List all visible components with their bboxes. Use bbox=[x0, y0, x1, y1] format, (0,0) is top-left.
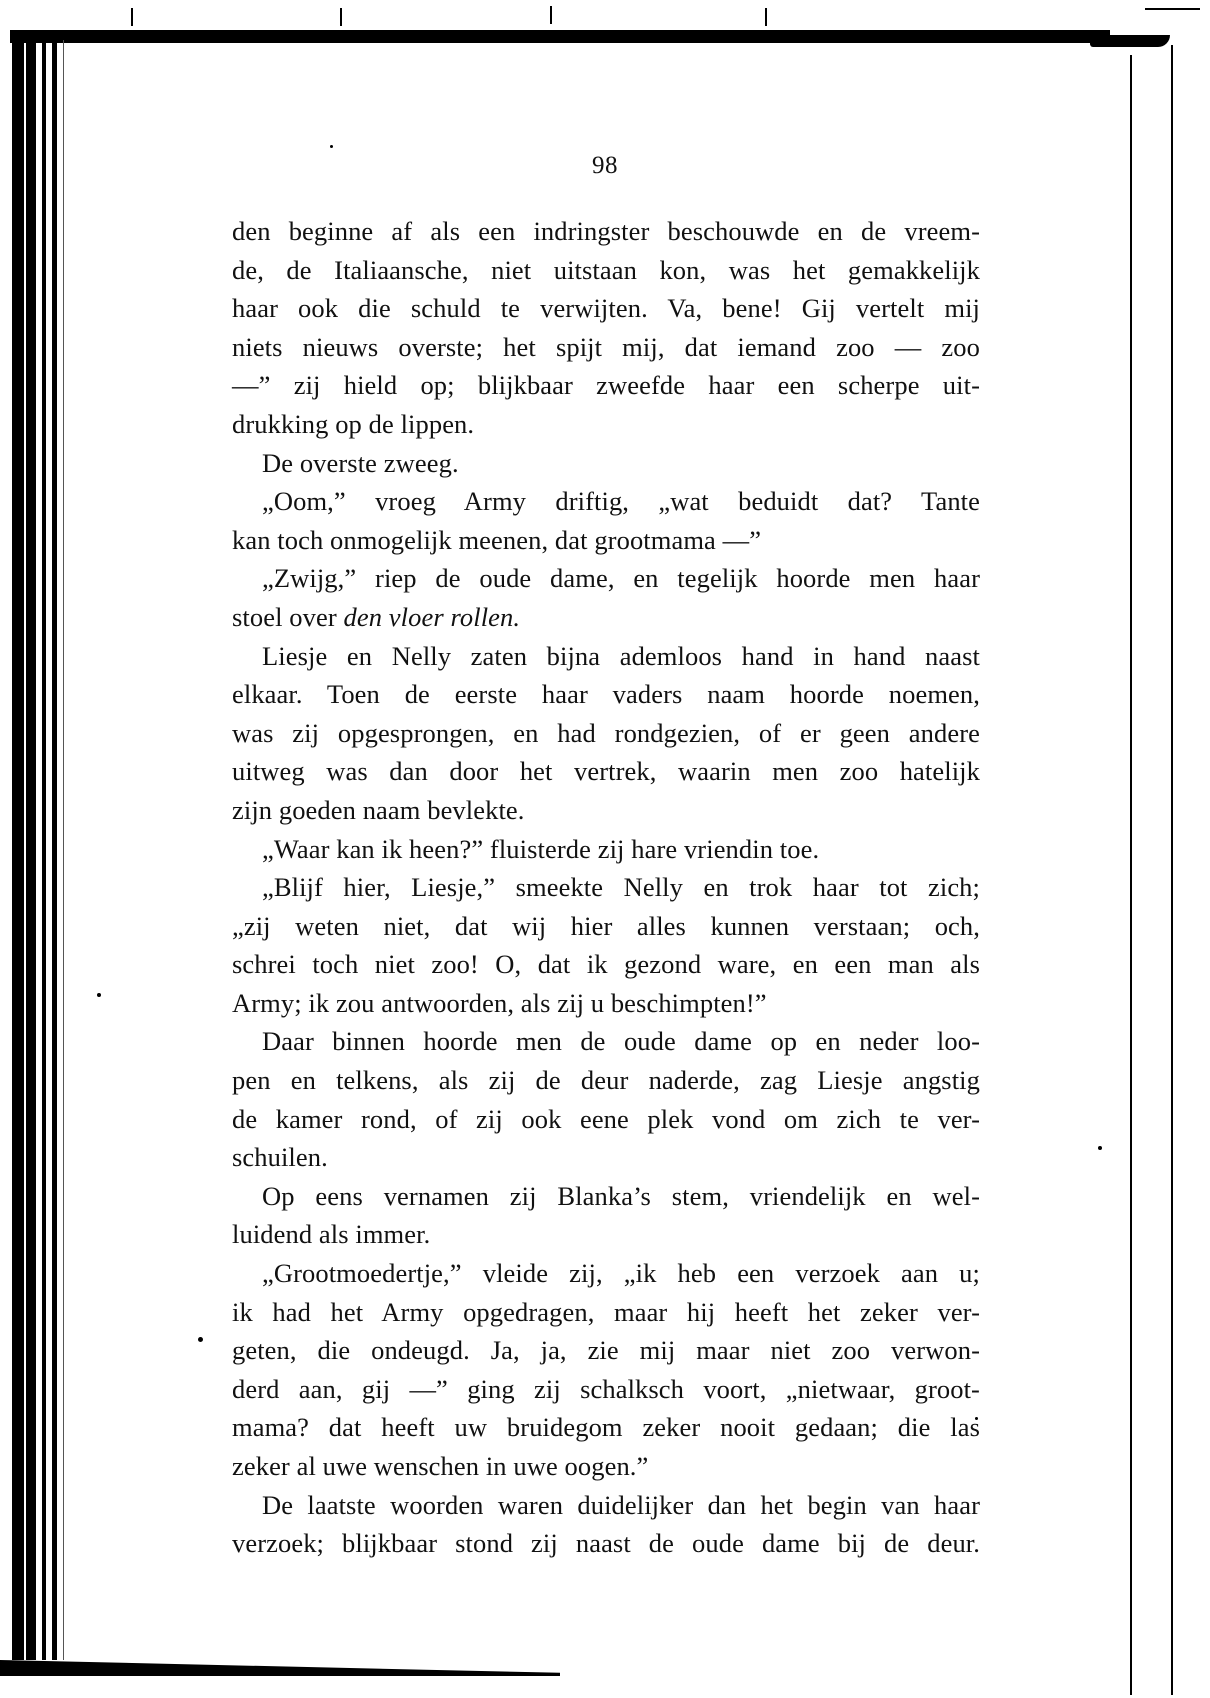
italic-text-span: den vloer rollen. bbox=[343, 601, 521, 632]
text-line: elkaar. Toen de eerste haar vaders naam hoorde noemen, bbox=[232, 679, 980, 710]
scan-speck bbox=[330, 145, 333, 148]
body-text bbox=[232, 212, 980, 1563]
text-line: „Blijf hier, Liesje,” smeekte Nelly en trok haar tot zich; bbox=[262, 872, 980, 903]
text-line: niets nieuws overste; het spijt mij, dat iemand zoo — zoo bbox=[232, 331, 980, 362]
text-line: „Oom,” vroeg Army driftig, „wat beduidt dat? Tante bbox=[262, 486, 980, 517]
left-page-edge-line bbox=[63, 40, 64, 1660]
right-page-edge-line bbox=[1130, 55, 1132, 1695]
text-line: mama? dat heeft uw bruidegom zeker nooit gedaan; die las bbox=[232, 1412, 980, 1443]
text-line: was zij opgesprongen, en had rondgezien, of er geen andere bbox=[232, 717, 980, 748]
text-line: derd aan, gij —” ging zij schalksch voort, „nietwaar, groot- bbox=[232, 1373, 980, 1404]
text-line: schuilen. bbox=[232, 1142, 328, 1173]
text-span: stoel over bbox=[232, 601, 344, 632]
top-scan-tick bbox=[550, 6, 552, 24]
left-binding-edge bbox=[52, 40, 57, 1660]
text-line: zeker al uwe wenschen in uwe oogen.” bbox=[232, 1451, 649, 1481]
top-binding-edge bbox=[10, 30, 1110, 43]
text-line: de, de Italiaansche, niet uitstaan kon, was het gemakkelijk bbox=[232, 254, 980, 285]
right-page-edge-line bbox=[1171, 45, 1173, 1695]
left-binding-edge bbox=[42, 40, 46, 1660]
text-line: luidend als immer. bbox=[232, 1219, 431, 1250]
text-line: de kamer rond, of zij ook eene plek vond om zich te ver- bbox=[232, 1103, 980, 1134]
text-line: zijn goeden naam bevlekte. bbox=[232, 794, 525, 825]
text-line: geten, die ondeugd. Ja, ja, zie mij maar niet zoo verwon- bbox=[232, 1335, 980, 1366]
text-line: drukking op de lippen. bbox=[232, 408, 475, 439]
text-line: „Waar kan ik heen?” fluisterde zij hare vriendin toe. bbox=[262, 833, 820, 864]
text-line: De laatste woorden waren duidelijker dan het begin van haar bbox=[262, 1489, 980, 1520]
top-scan-tick bbox=[765, 8, 767, 26]
scan-speck bbox=[1098, 1146, 1102, 1150]
text-line: kan toch onmogelijk meenen, dat grootmama —” bbox=[232, 524, 762, 555]
text-line: Op eens vernamen zij Blanka’s stem, vriendelijk en wel- bbox=[262, 1180, 980, 1211]
text-line: Liesje en Nelly zaten bijna ademloos hand in hand naast bbox=[262, 640, 980, 671]
scan-speck bbox=[198, 1337, 203, 1342]
page-number: 98 bbox=[592, 152, 618, 179]
text-line: „Grootmoedertje,” vleide zij, „ik heb een verzoek aan u; bbox=[262, 1258, 980, 1289]
text-line: verzoek; blijkbaar stond zij naast de oude dame bij de deur. bbox=[232, 1528, 980, 1559]
text-line: Army; ik zou antwoorden, als zij u beschimpten!” bbox=[232, 987, 767, 1018]
scan-speck bbox=[97, 993, 101, 997]
text-line: „zij weten niet, dat wij hier alles kunnen verstaan; och, bbox=[232, 910, 980, 941]
text-line bbox=[232, 598, 980, 637]
text-line: schrei toch niet zoo! O, dat ik gezond ware, en een man als bbox=[232, 949, 980, 980]
text-line: haar ook die schuld te verwijten. Va, bene! Gij vertelt mij bbox=[232, 293, 980, 324]
text-line: Daar binnen hoorde men de oude dame op en neder loo- bbox=[262, 1026, 980, 1057]
top-scan-tick bbox=[340, 8, 342, 26]
top-right-dash bbox=[1145, 8, 1200, 10]
top-binding-edge-bulge bbox=[1090, 35, 1170, 47]
text-line: De overste zweeg. bbox=[262, 447, 459, 478]
text-line: pen en telkens, als zij de deur naderde, zag Liesje angstig bbox=[232, 1065, 980, 1096]
text-line: ik had het Army opgedragen, maar hij heeft het zeker ver- bbox=[232, 1296, 980, 1327]
top-scan-tick bbox=[131, 8, 133, 26]
text-line: „Zwijg,” riep de oude dame, en tegelijk hoorde men haar bbox=[262, 563, 980, 594]
text-line: —” zij hield op; blijkbaar zweefde haar een scherpe uit- bbox=[232, 370, 980, 401]
text-line: den beginne af als een indringster beschouwde en de vreem- bbox=[232, 216, 980, 246]
left-binding-edge bbox=[26, 40, 36, 1660]
left-binding-edge bbox=[12, 40, 24, 1660]
bottom-binding-edge bbox=[0, 1660, 560, 1676]
text-line: uitweg was dan door het vertrek, waarin men zoo hatelijk bbox=[232, 756, 980, 787]
